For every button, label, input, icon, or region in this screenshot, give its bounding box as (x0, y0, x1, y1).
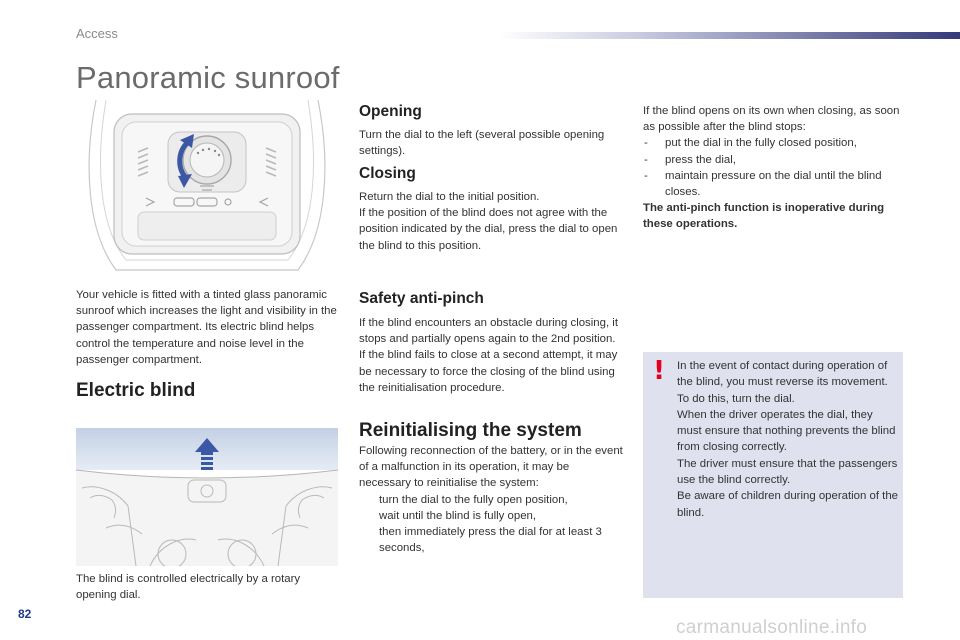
closing-line: If the position of the blind does not agree with the position indicated by the dial, press the dial to open the blind to this position. (359, 207, 618, 252)
intro-paragraph: Your vehicle is fitted with a tinted glass panoramic sunroof which increases the light and visibility in the passenger compartment. Its electric blind helps control the temperature and noise level in the passenger compartment. (76, 289, 337, 366)
list-item: - put the dial in the fully closed position, (644, 137, 857, 150)
continued-block (643, 103, 905, 233)
watermark: carmanualsonline.info (676, 617, 868, 638)
console-dial-illustration (76, 100, 338, 282)
blind-caption: The blind is controlled electrically by a rotary opening dial. (76, 573, 301, 602)
reinit-intro: Following reconnection of the battery, or in the event of a malfunction in its operation, it may be necessary to reinitialise the system: (359, 445, 623, 490)
exclamation-icon: ! (653, 356, 665, 386)
closing-text (359, 189, 621, 254)
anti-pinch-note: The anti-pinch function is inoperative during these operations. (643, 202, 885, 231)
warning-text (677, 358, 899, 521)
section-label: Access (76, 26, 118, 41)
continued-steps (643, 135, 905, 200)
reinit-heading: Reinitialising the system (359, 420, 582, 441)
reinit-block (359, 443, 623, 556)
anti-pinch-heading: Safety anti-pinch (359, 290, 484, 307)
continued-intro: If the blind opens on its own when closing, as soon as possible after the blind stops: (643, 105, 900, 134)
opening-text: Turn the dial to the left (several possible opening settings). (359, 129, 605, 158)
reinit-steps (359, 492, 623, 557)
warning-line: The driver must ensure that the passengers use the blind correctly. (677, 457, 898, 487)
warning-line: In the event of contact during operation of the blind, you must reverse its movement. To do this, turn the dial. (677, 360, 888, 405)
anti-pinch-line: If the blind encounters an obstacle during closing, it stops and partially opens again to the 2nd position. (359, 317, 618, 346)
list-item: then immediately press the dial for at least 3 seconds, (379, 526, 602, 555)
closing-heading: Closing (359, 165, 416, 182)
warning-line: When the driver operates the dial, they must ensure that nothing prevents the blind from closing correctly. (677, 408, 896, 454)
closing-line: Return the dial to the initial position. (359, 191, 540, 203)
header-gradient-bar (500, 32, 960, 39)
list-item: wait until the blind is fully open, (379, 509, 537, 522)
page-title: Panoramic sunroof (76, 60, 340, 95)
warning-line: Be aware of children during operation of the blind. (677, 490, 898, 519)
list-item: - press the dial, (644, 153, 736, 166)
opening-heading: Opening (359, 103, 422, 120)
list-item: - maintain pressure on the dial until the blind closes. (644, 169, 882, 199)
list-item: turn the dial to the fully open position, (379, 493, 568, 506)
electric-blind-heading: Electric blind (76, 380, 196, 401)
sunroof-blind-illustration (76, 428, 338, 566)
page-number: 82 (18, 607, 32, 621)
anti-pinch-text (359, 315, 621, 396)
anti-pinch-line: If the blind fails to close at a second attempt, it may be necessary to force the closing of the blind using the reinitialisation procedure. (359, 349, 618, 394)
